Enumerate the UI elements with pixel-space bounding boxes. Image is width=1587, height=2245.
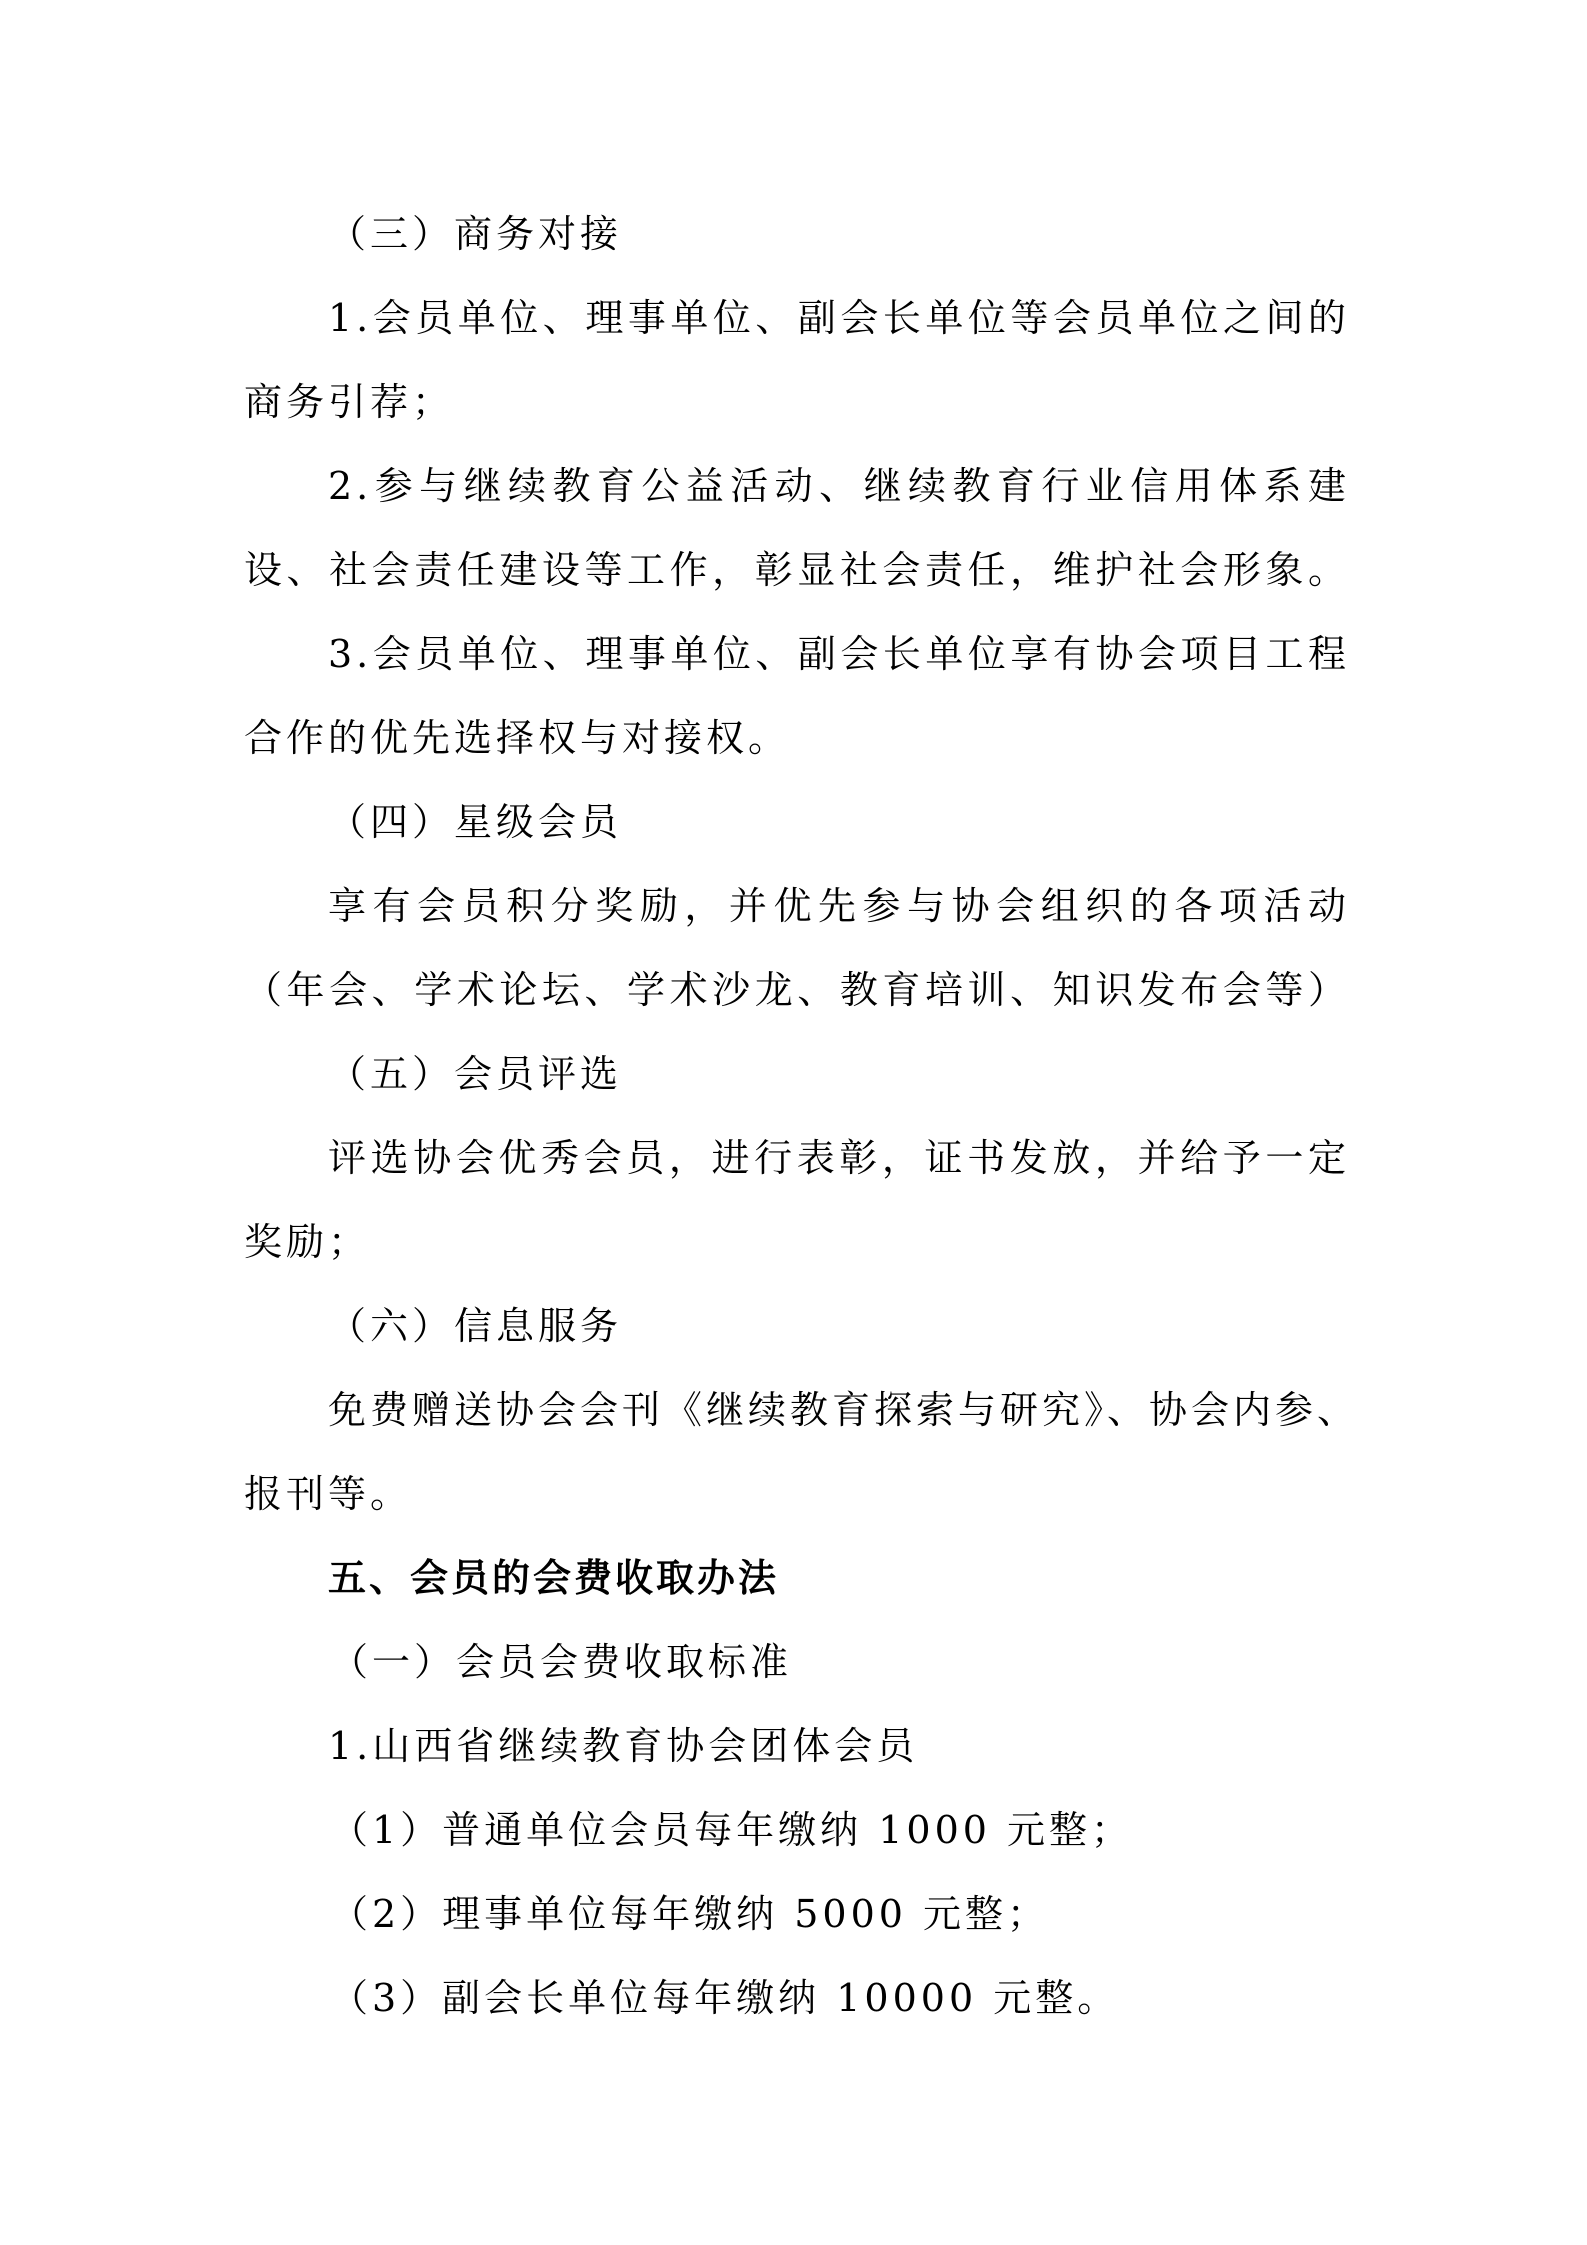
paragraph-line: 3.会员单位、理事单位、副会长单位享有协会项目工程 [328,632,1350,676]
section-heading-business: （三）商务对接 [328,212,623,256]
paragraph-line: 2.参与继续教育公益活动、继续教育行业信用体系建 [328,464,1350,508]
section-heading-star-member: （四）星级会员 [328,800,623,844]
paragraph-line: 1.会员单位、理事单位、副会长单位等会员单位之间的 [328,296,1350,340]
paragraph-line: 享有会员积分奖励，并优先参与协会组织的各项活动 [328,884,1350,928]
paragraph-line: 合作的优先选择权与对接权。 [244,716,791,760]
list-item: （2）理事单位每年缴纳 5000 元整； [330,1892,1050,1936]
section-heading-member-selection: （五）会员评选 [328,1052,623,1096]
paragraph-line: 报刊等。 [244,1472,413,1516]
paragraph-line: （年会、学术论坛、学术沙龙、教育培训、知识发布会等） [244,968,1350,1012]
paragraph-line: 评选协会优秀会员，进行表彰，证书发放，并给予一定 [328,1136,1350,1180]
list-item: （1）普通单位会员每年缴纳 1000 元整； [330,1808,1134,1852]
paragraph-line: 奖励； [244,1220,371,1264]
chapter-heading-fees: 五、会员的会费收取办法 [328,1556,780,1600]
list-item: （3）副会长单位每年缴纳 10000 元整。 [330,1976,1120,2020]
section-heading-info-service: （六）信息服务 [328,1304,623,1348]
paragraph-line: 设、社会责任建设等工作，彰显社会责任，维护社会形象。 [244,548,1350,592]
paragraph-line: 免费赠送协会会刊《继续教育探索与研究》、协会内参、 [328,1388,1360,1432]
list-item: 1.山西省继续教育协会团体会员 [328,1724,919,1768]
paragraph-line: 商务引荐； [244,380,455,424]
section-heading-fee-standard: （一）会员会费收取标准 [330,1640,793,1684]
